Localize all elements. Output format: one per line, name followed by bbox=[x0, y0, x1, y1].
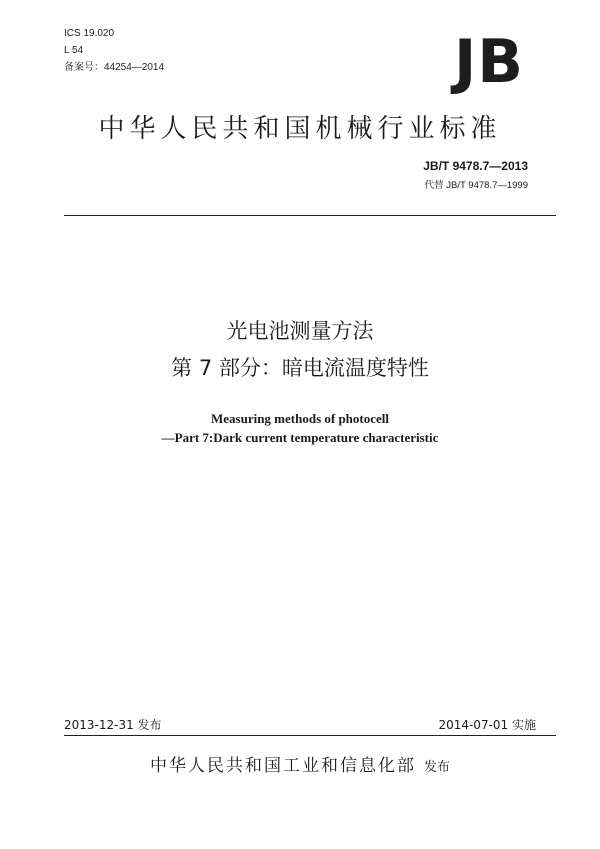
issue-date: 2013-12-31 发布 bbox=[64, 718, 162, 732]
standard-category-title: 中华人民共和国机械行业标准 bbox=[98, 114, 502, 144]
title-chinese-main: 光电池测量方法 bbox=[226, 319, 374, 343]
jb-logo: JB bbox=[453, 27, 524, 97]
implementation-date: 2014-07-01 实施 bbox=[438, 718, 536, 732]
title-english-main: Measuring methods of photocell bbox=[210, 411, 390, 426]
bottom-divider bbox=[64, 735, 556, 736]
publish-label: 发布 bbox=[423, 760, 450, 775]
replaces-standard: 代替 JB/T 9478.7—1999 bbox=[424, 180, 528, 191]
title-chinese-part: 第 7 部分：暗电流温度特性 bbox=[171, 356, 429, 380]
top-divider bbox=[64, 215, 556, 216]
ics-code: ICS 19.020 bbox=[64, 28, 115, 39]
record-number: 备案号：44254—2014 bbox=[64, 62, 165, 73]
standard-number: JB/T 9478.7—2013 bbox=[423, 159, 528, 173]
publisher-line bbox=[0, 751, 600, 776]
publisher-name: 中华人民共和国工业和信息化部 bbox=[149, 756, 416, 776]
title-english-part: —Part 7:Dark current temperature characteristic bbox=[161, 430, 439, 445]
clc-code: L 54 bbox=[64, 45, 84, 56]
